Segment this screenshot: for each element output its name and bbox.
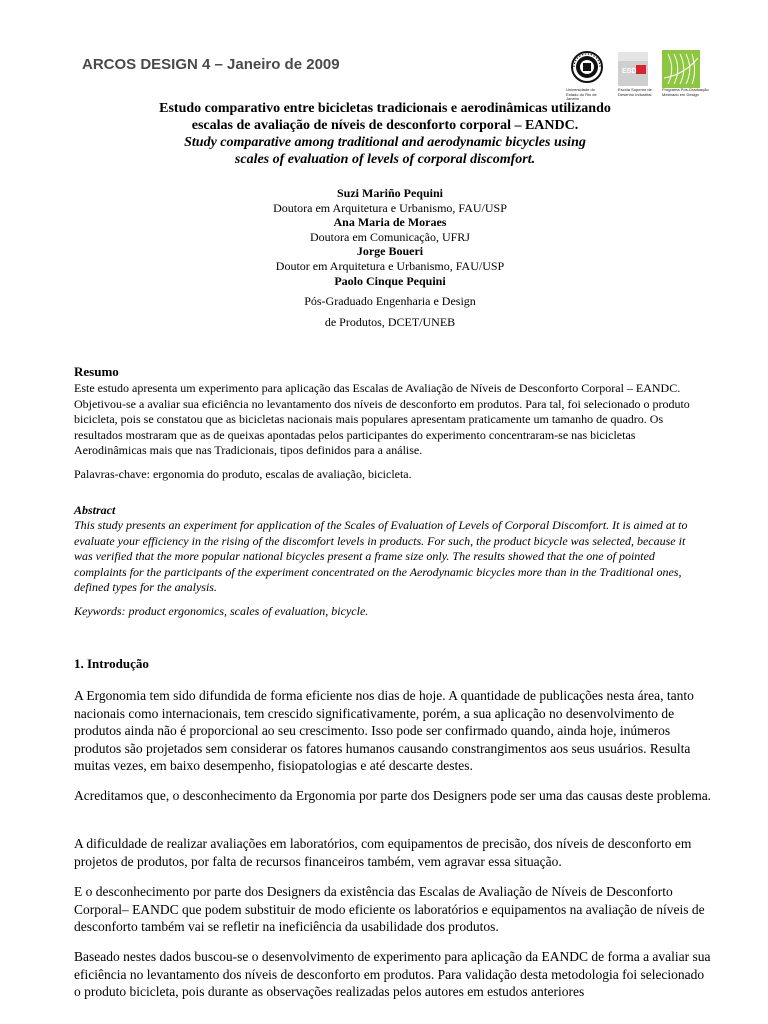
intro-paragraph: E o desconhecimento por parte dos Designers da existência das Escalas de Avaliação de Níveis de Desconforto Corporal– EANDC que podem substituir de modo eficiente os laboratórios e equipamentos na avaliação de níveis de desconforto também vai se refletir na ineficiência da usabilidade dos produtos. bbox=[74, 884, 705, 935]
esdi-logo bbox=[618, 52, 648, 86]
intro-paragraph: A Ergonomia tem sido difundida de forma eficiente nos dias de hoje. A quantidade de publicações nesta área, tanto nacionais como internacionais, tem crescido significativamente, porém, a sua aplicação no desenvolvimento de produtos ainda não é proporcional ao seu crescimento. Isso pode ser confirmado quando, ainda hoje, inúmeros produtos são projetados sem considerar os fatores humanos causando constrangimentos aos seus usuários. Resulta muitas vezes, em baixo desempenho, fisiopatologias e até descarte destes. bbox=[74, 688, 694, 774]
uerj-caption: Universidade do Estado do Rio de Janeiro bbox=[566, 87, 597, 101]
author-name: Paolo Cinque Pequini bbox=[334, 273, 446, 288]
title-en-line1: Study comparative among traditional and aerodynamic bicycles using bbox=[184, 135, 586, 150]
intro-paragraph: Baseado nestes dados buscou-se o desenvolvimento de experimento para aplicação da EANDC de forma a avaliar sua eficiência no levantamento dos níveis de desconforto em produtos. Para validação desta metodologia foi selecionado o produto bicicleta, pois durante as observações realizadas pelos autores em estudos anteriores bbox=[74, 949, 711, 1000]
title-pt-line1: Estudo comparativo entre bicicletas tradicionais e aerodinâmicas utilizando bbox=[159, 101, 611, 116]
institution-logos bbox=[566, 50, 726, 100]
ppdesign-logo bbox=[662, 50, 700, 88]
intro-paragraph: Acreditamos que, o desconhecimento da Ergonomia por parte dos Designers pode ser uma das causas deste problema. bbox=[74, 788, 712, 803]
abstract-heading: Abstract bbox=[74, 503, 116, 517]
author-affiliation: Doutora em Arquitetura e Urbanismo, FAU/USP bbox=[273, 200, 507, 215]
abstract-keywords: Keywords: product ergonomics, scales of evaluation, bicycle. bbox=[74, 604, 369, 619]
author-name: Jorge Boueri bbox=[356, 244, 424, 259]
author-affiliation: Pós-Graduado Engenharia e Design bbox=[304, 294, 476, 309]
resumo-heading: Resumo bbox=[74, 364, 119, 379]
ppdesign-caption: Programa Pós-Graduação Mestrado em Design bbox=[662, 87, 709, 97]
author-list bbox=[140, 186, 640, 329]
intro-heading: 1. Introdução bbox=[74, 656, 149, 671]
uerj-logo bbox=[570, 50, 604, 86]
resumo-section bbox=[74, 364, 694, 483]
abstract-text: This study presents an experiment for application of the Scales of Evaluation of Levels of Corporal Discomfort. It is aimed at to evaluate your efficiency in the rising of the discomfort levels in products. For such, the product bicycle was selected, because it was verified that the more popular national bicycles present a frame size only. The results showed that the one of pointed complaints for the participants of the experiment concentrated on the Aerodynamic bicycles more than in the Traditional ones, defined types for the analysis. bbox=[74, 518, 688, 595]
author-affiliation: Doutora em Comunicação, UFRJ bbox=[310, 229, 470, 244]
abstract-section bbox=[74, 503, 694, 620]
author-name: Ana Maria de Moraes bbox=[333, 215, 447, 230]
svg-text:ESD: ESD bbox=[622, 68, 637, 75]
resumo-text: Este estudo apresenta um experimento para aplicação das Escalas de Avaliação de Níveis de Desconforto Corporal – EANDC. Objetivou-se a avaliar sua eficiência no levantamento dos níveis de desconforto em produtos. Para tal, foi selecionado o produto bicicleta, pois se constatou que as bicicletas nacionais mais populares apresentam praticamente um tamanho de quadro. Os resultados mostraram que as de queixas apontadas pelos participantes do experimento concentraram-se nas bicicletas Aerodinâmicas mais que nas Tradicionais, tipos definidos para a análise. bbox=[74, 381, 690, 458]
paper-title bbox=[60, 100, 710, 168]
esdi-caption: Escola Superior de Desenho Industrial bbox=[618, 87, 652, 97]
journal-header: ARCOS DESIGN 4 – Janeiro de 2009 bbox=[82, 56, 340, 73]
author-affiliation: Doutor em Arquitetura e Urbanismo, FAU/USP bbox=[275, 258, 505, 273]
resumo-keywords: Palavras-chave: ergonomia do produto, escalas de avaliação, bicicleta. bbox=[74, 467, 412, 482]
author-name: Suzi Mariño Pequini bbox=[336, 186, 443, 200]
author-affiliation: de Produtos, DCET/UNEB bbox=[324, 314, 456, 329]
title-pt-line2: escalas de avaliação de níveis de desconforto corporal – EANDC. bbox=[191, 118, 579, 133]
intro-paragraph: A dificuldade de realizar avaliações em laboratórios, com equipamentos de precisão, dos níveis de desconforto em projetos de produtos, por falta de recursos financeiros também, vem agravar essa situação. bbox=[74, 836, 692, 869]
title-en-line2: scales of evaluation of levels of corporal discomfort. bbox=[234, 152, 536, 167]
